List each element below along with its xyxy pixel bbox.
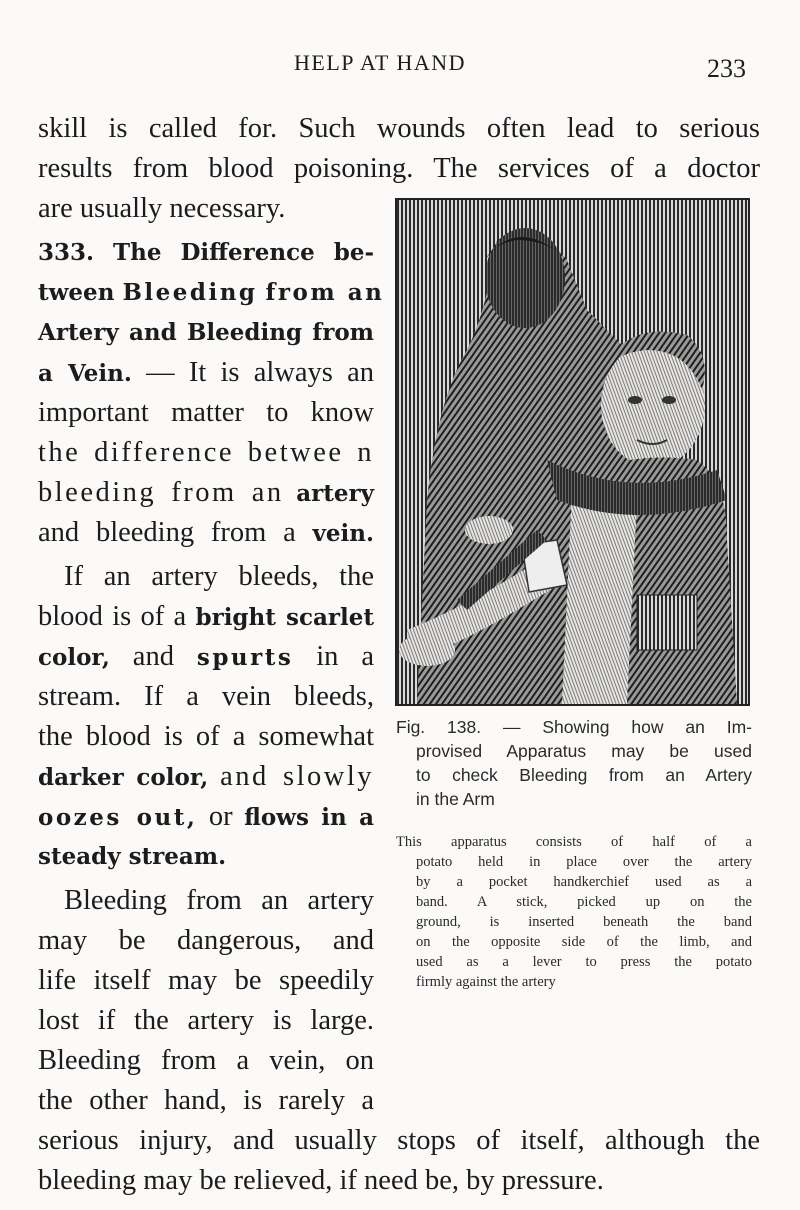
- page-number: 233: [707, 54, 746, 83]
- figure-description: [396, 832, 752, 992]
- text-span: and slowly: [220, 761, 374, 792]
- description-line: on the opposite side of the limb, and: [416, 934, 752, 950]
- description-line: by a pocket handkerchief used as a: [416, 874, 752, 890]
- heading-word: a Vein.: [38, 360, 132, 387]
- figure-illustration: [395, 198, 750, 706]
- text-line: the difference betwee n: [38, 437, 374, 468]
- section-heading: 333. The Difference be-: [38, 239, 374, 266]
- bold-term: flows in a: [244, 804, 375, 831]
- engraving-image: [397, 200, 748, 704]
- text-line: skill is called for. Such wounds often lead to serious: [38, 113, 760, 144]
- section-heading: [38, 276, 385, 310]
- caption-line: provised Apparatus may be used: [416, 741, 752, 761]
- text-span: blood is of a: [38, 601, 187, 632]
- text-line: stream. If a vein bleeds,: [38, 681, 374, 712]
- heading-word: Bleeding: [122, 279, 258, 306]
- bold-term: bright scarlet: [195, 604, 375, 631]
- description-line: band. A stick, picked up on the: [416, 894, 752, 910]
- text-line: [38, 760, 374, 795]
- caption-line: to check Bleeding from an Artery: [416, 765, 752, 785]
- text-span: — It is always an: [146, 357, 374, 388]
- text-line: the blood is of a somewhat: [38, 721, 374, 752]
- text-line: If an artery bleeds, the: [64, 561, 374, 592]
- text-line: are usually necessary.: [38, 193, 286, 224]
- text-line: [38, 516, 374, 551]
- description-line: used as a lever to press the potato: [416, 954, 752, 970]
- text-line: [38, 800, 374, 835]
- text-line: lost if the artery is large.: [38, 1005, 374, 1036]
- text-span: and: [132, 641, 174, 672]
- text-line: [38, 476, 374, 511]
- description-line: This apparatus consists of half of a: [396, 834, 752, 850]
- page-header: [0, 50, 800, 90]
- text-line: the other hand, is rarely a: [38, 1085, 374, 1116]
- text-line: results from blood poisoning. The services of a doctor: [38, 153, 760, 184]
- text-span: or: [208, 801, 233, 832]
- text-line: Bleeding from a vein, on: [38, 1045, 374, 1076]
- text-line: may be dangerous, and: [38, 925, 374, 956]
- bold-term: spurts: [196, 644, 294, 671]
- heading-word: tween: [38, 279, 115, 306]
- bold-term: darker color,: [38, 764, 209, 791]
- text-line: bleeding may be relieved, if need be, by pressure.: [38, 1165, 604, 1196]
- bold-term: vein.: [312, 520, 374, 547]
- caption-line: in the Arm: [416, 789, 495, 809]
- bold-term: oozes out,: [38, 804, 198, 831]
- caption-line: Fig. 138. — Showing how an Im-: [396, 717, 752, 737]
- text-line: steady stream.: [38, 843, 227, 870]
- text-span: bleeding from an: [38, 477, 284, 508]
- description-line: potato held in place over the artery: [416, 854, 752, 870]
- text-line: Bleeding from an artery: [64, 885, 374, 916]
- description-line: firmly against the artery: [416, 974, 556, 990]
- text-line: [38, 640, 374, 675]
- bold-term: artery: [296, 480, 375, 507]
- heading-word: from an: [265, 279, 385, 306]
- text-line: serious injury, and usually stops of itself, although the: [38, 1125, 760, 1156]
- text-line: life itself may be speedily: [38, 965, 374, 996]
- text-span: in a: [316, 641, 374, 672]
- text-span: and bleeding from a: [38, 517, 296, 548]
- description-line: ground, is inserted beneath the band: [416, 914, 752, 930]
- section-heading: Artery and Bleeding from: [38, 319, 374, 346]
- bold-term: color,: [38, 644, 110, 671]
- text-line: important matter to know: [38, 397, 374, 428]
- text-line: [38, 356, 374, 391]
- text-line: [38, 600, 374, 635]
- figure-caption: [396, 715, 752, 811]
- running-head: HELP AT HAND: [294, 50, 467, 75]
